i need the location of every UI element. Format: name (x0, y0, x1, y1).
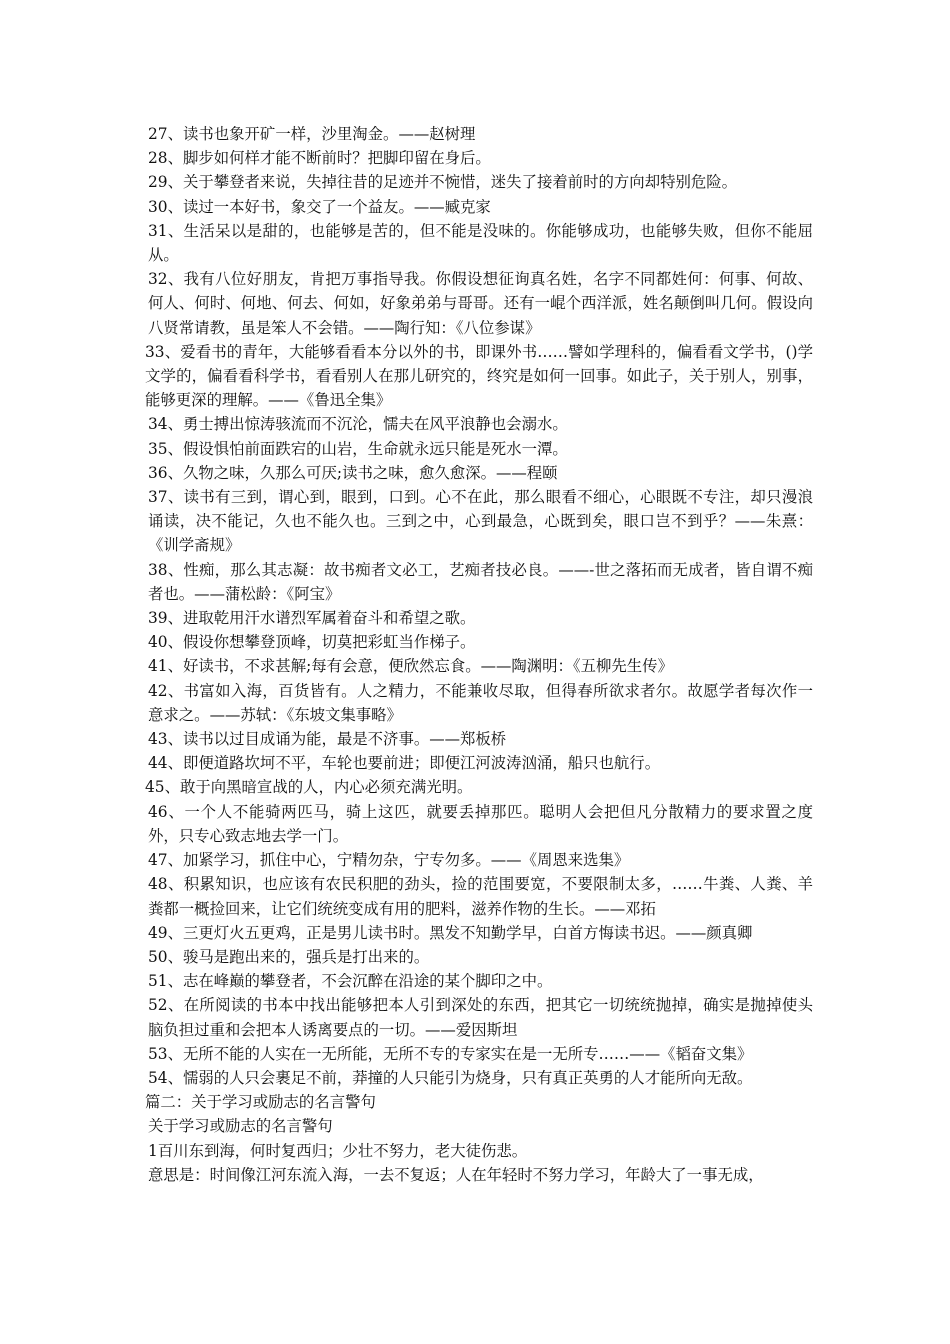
paragraph: 29、关于攀登者来说，失掉往昔的足迹并不惋惜，迷失了接着前时的方向却特别危险。 (148, 173, 738, 192)
paragraph: 28、脚步如何样才能不断前时？把脚印留在身后。 (148, 149, 491, 168)
paragraph: 27、读书也象开矿一样，沙里淘金。——赵树理 (148, 125, 476, 143)
paragraph: 46、一个人不能骑两匹马，骑上这匹，就要丢掉那匹。聪明人会把但凡分散精力的要求置之度外，只专心致志地去学一门。 (148, 802, 813, 845)
paragraph: 53、无所不能的人实在一无所能，无所不专的专家实在是一无所专……——《韬奋文集》 (148, 1044, 753, 1063)
document-page (145, 122, 813, 1187)
paragraph: 1百川东到海，何时复西归；少壮不努力，老大徒伤悲。 (148, 1141, 528, 1160)
paragraph: 41、好读书，不求甚解;每有会意，便欣然忘食。——陶渊明：《五柳先生传》 (148, 657, 673, 676)
paragraph: 38、性痴，那么其志凝：故书痴者文必工，艺痴者技必良。——-世之落拓而无成者，皆自谓不痴者也。——蒲松龄：《阿宝》 (148, 560, 813, 603)
paragraph: 54、懦弱的人只会裹足不前，莽撞的人只能引为烧身，只有真正英勇的人才能所向无敌。 (148, 1068, 753, 1087)
paragraph: 关于学习或励志的名言警句 (148, 1117, 333, 1136)
paragraph: 39、进取乾用汗水谱烈军属着奋斗和希望之歌。 (148, 609, 476, 628)
paragraph: 45、敢于向黑暗宣战的人，内心必须充满光明。 (145, 778, 473, 797)
paragraph: 37、读书有三到，谓心到，眼到，口到。心不在此，那么眼看不细心，心眼既不专注，却只漫浪诵读，决不能记，久也不能久也。三到之中，心到最急，心既到矣，眼口岂不到乎？——朱熹：《训学斋规》 (148, 488, 813, 555)
paragraph: 52、在所阅读的书本中找出能够把本人引到深处的东西，把其它一切统统抛掉，确实是抛掉使头脑负担过重和会把本人诱离要点的一切。——爱因斯坦 (148, 996, 813, 1039)
paragraph: 32、我有八位好朋友，肯把万事指导我。你假设想征询真名姓，名字不同都姓何：何事、何故、何人、何时、何地、何去、何如，好象弟弟与哥哥。还有一崐个西洋派，姓名颠倒叫几何。假设向八贤常请教，虽是笨人不会错。——陶行知：《八位参谋》 (148, 270, 813, 337)
paragraph: 47、加紧学习，抓住中心，宁精勿杂，宁专勿多。——《周恩来选集》 (148, 851, 630, 870)
paragraph: 35、假设惧怕前面跌宕的山岩，生命就永远只能是死水一潭。 (148, 439, 568, 458)
paragraph: 42、书富如入海，百货皆有。人之精力，不能兼收尽取，但得春所欲求者尔。故愿学者每次作一意求之。——苏轼：《东坡文集事略》 (148, 681, 813, 724)
paragraph: 36、久物之味，久那么可厌;读书之味，愈久愈深。——程颐 (148, 463, 558, 482)
paragraph: 篇二：关于学习或励志的名言警句 (145, 1093, 376, 1112)
paragraph: 51、志在峰巅的攀登者，不会沉醉在沿途的某个脚印之中。 (148, 972, 553, 991)
paragraph: 43、读书以过目成诵为能，最是不济事。——郑板桥 (148, 730, 507, 749)
paragraph: 33、爱看书的青年，大能够看看本分以外的书，即课外书……譬如学理科的，偏看看文学书，()学文学的，偏看看科学书，看看别人在那儿研究的，终究是如何一回事。如此子，关于别人，别事，能够更深的理解。——《鲁迅全集》 (145, 342, 813, 410)
paragraph: 31、生活呆以是甜的，也能够是苦的，但不能是没味的。你能够成功，也能够失败，但你不能屈从。 (148, 221, 813, 265)
paragraph: 40、假设你想攀登顶峰，切莫把彩虹当作梯子。 (148, 633, 476, 652)
paragraph: 48、积累知识，也应该有农民积肥的劲头，捡的范围要宽，不要限制太多，……牛粪、人粪、羊粪都一概捡回来，让它们统统变成有用的肥料，滋养作物的生长。——邓拓 (148, 875, 813, 918)
paragraph: 34、勇士搏出惊涛骇流而不沉沦，懦夫在风平浪静也会溺水。 (148, 415, 568, 434)
paragraph: 49、三更灯火五更鸡，正是男儿读书时。黑发不知勤学早，白首方悔读书迟。——颜真卿 (148, 923, 753, 942)
paragraph: 44、即便道路坎坷不平，车轮也要前进；即便江河波涛汹涌，船只也航行。 (148, 754, 661, 773)
paragraph: 30、读过一本好书，象交了一个益友。——臧克家 (148, 197, 491, 216)
paragraph: 50、骏马是跑出来的，强兵是打出来的。 (148, 947, 430, 966)
paragraph: 意思是：时间像江河东流入海，一去不复返；人在年轻时不努力学习，年龄大了一事无成， (148, 1165, 764, 1184)
